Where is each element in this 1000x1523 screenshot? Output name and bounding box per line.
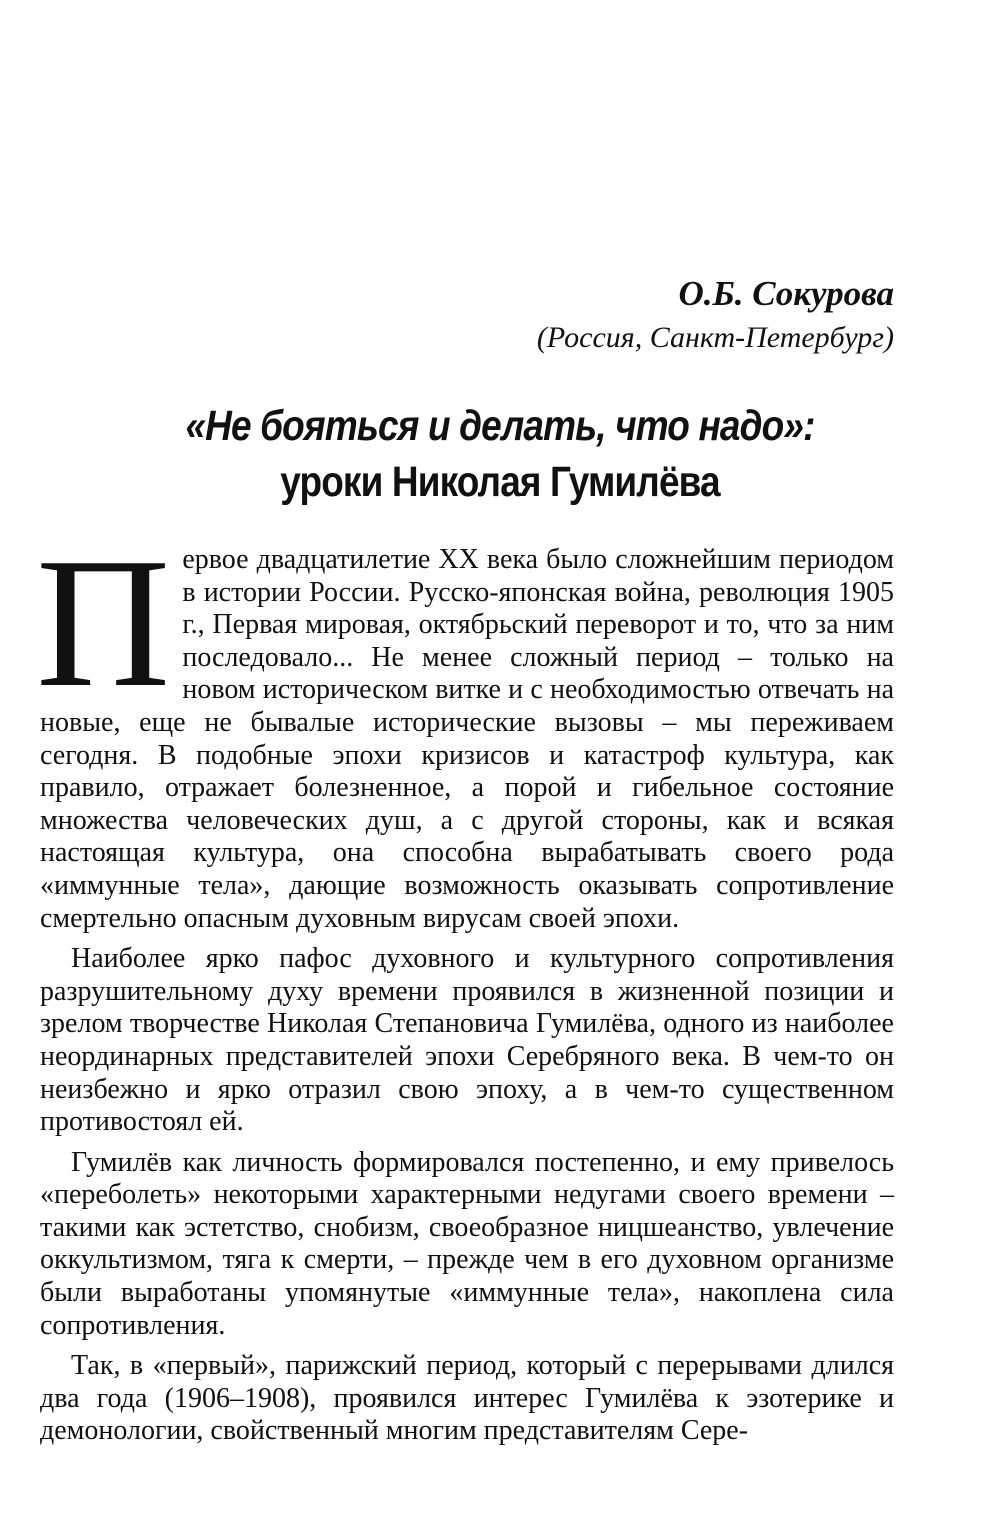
author-affiliation: (Россия, Санкт-Петербург)	[536, 321, 894, 354]
paragraph-1	[36, 520, 894, 935]
paragraph-2: Наиболее ярко пафос духовного и культурного сопротивления разрушительному духу времени проявился в жизненной позиции и зрелом творчестве Николая Степановича Гумилёва, одного из наиболее неординарных представителей эпохи Серебряного века. В чем-то он неизбежно и ярко отразил свою эпоху, а в чем-то существенном противостоял ей.	[40, 943, 894, 1138]
drop-cap: П	[36, 520, 171, 726]
author-block	[537, 272, 894, 358]
paragraph-4: Так, в «первый», парижский период, который с перерывами длился два года (1906–1908), проявился интерес Гумилёва к эзотерике и демонологии, свойственный многим представителям Сере-	[40, 1350, 894, 1447]
paragraph-1-text: ервое двадцатилетие XX века было сложнейшим периодом в истории России. Русско-японская война, революция 1905 г., Первая мировая, октябрьский переворот и то, что за ним последовало... Не менее сложный период – только на новом историческом витке и с необходимостью отвечать на новые, еще не бывалые исторические вызовы – мы переживаем сегодня. В подобные эпохи кризисов и катастроф культура, как правило, отражает болезненное, а порой и гибельное состояние множества человеческих душ, а с другой стороны, как и всякая настоящая культура, она способна вырабатывать своего рода «иммунные тела», дающие возможность оказывать сопротивление смертельно опасным духовным вирусам своей эпохи.	[40, 544, 894, 934]
title-line-1: «Не бояться и делать, что надо»:	[185, 402, 815, 450]
paragraph-3: Гумилёв как личность формировался постепенно, и ему привелось «переболеть» некоторыми характерными недугами своего времени – такими как эстетство, снобизм, своеобразное ницшеанство, увлечение оккультизмом, тяга к смерти, – прежде чем в его духовном организме были выработаны упомянутые «иммунные тела», накоплена сила сопротивления.	[40, 1146, 894, 1341]
article-title	[0, 398, 1000, 510]
article-body	[36, 520, 894, 1456]
author-name: О.Б. Сокурова	[678, 274, 894, 313]
title-line-2: уроки Николая Гумилёва	[280, 458, 720, 506]
